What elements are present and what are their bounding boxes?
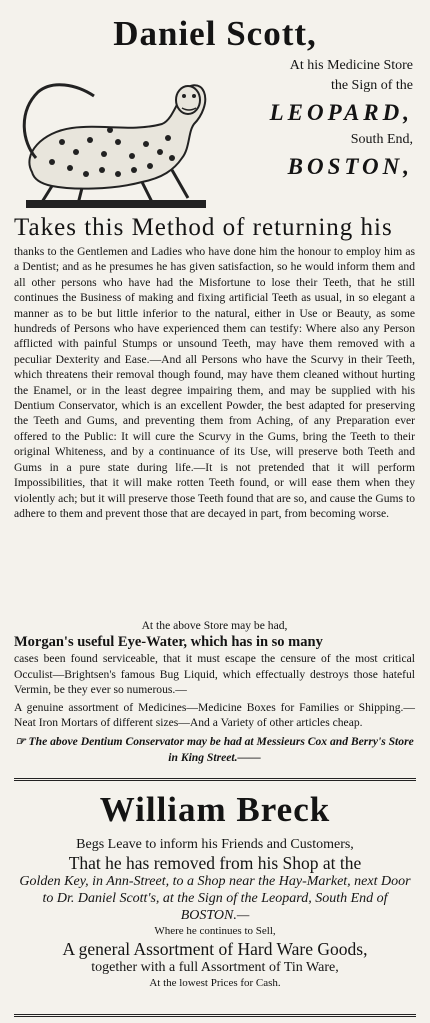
divider-rule — [14, 778, 416, 781]
ad2-line-4: Where he continues to Sell, — [154, 925, 276, 937]
assortment-text: A genuine assortment of Medicines—Medicine Boxes for Families or Shipping.—Neat Iron Mortars of different sizes—And a Variety of other articles cheap. — [14, 700, 415, 730]
sign-line-2: the Sign of the — [330, 78, 413, 93]
sign-line-south-end: South End, — [350, 132, 413, 147]
conservator-note: ☞ The above Dentium Conservator may be had at Messieurs Cox and Berry's Store in King Street.—— — [15, 735, 414, 764]
ad2-line-3: Golden Key, in Ann-Street, to a Shop near the Hay-Market, next Door to Dr. Daniel Scott's, at the Sign of the Leopard, South End of BOSTON.— — [19, 874, 411, 923]
eyewater-body: cases been found serviceable, that it must escape the censure of the most critical Occulist—Brightsen's famous Bug Liquid, which effectually destroys those hateful Vermin, be they ever so numerous.— — [14, 652, 415, 697]
ad2-line-7: At the lowest Prices for Cash. — [149, 977, 281, 989]
sign-line-boston: BOSTON, — [287, 154, 413, 179]
ad2-line-5: A general Assortment of Hard Ware Goods, — [62, 939, 368, 959]
ad1-body-text: thanks to the Gentlemen and Ladies who have done him the honour to employ him as a Dentist; and as he presumes he has given satisfaction, so he would inform them and all other persons who have had the Misfortune to lose their Teeth, that he still continues the Business of making and fixing artificial Teeth as usual, in so elegant a manner as to be but little inferior to the natural, either in Use or Beauty, as some hundreds of Persons who have experienced them can testify: Where also any Person afflicted with painful Stumps or unsound Teeth, may have them removed with a peculiar Dexterity and Ease.—And all Persons who have the Scurvy in their Teeth, which threatens their removal though found, may have them cleaned without hurting the Enamel, or in the least degree impairing them, and may be supplied with his Dentium Conservator, which is an excellent Powder, the best adapted for preserving the Teeth and Gums, and preventing them from Aching, of any Preparation ever offered to the Public: It will cure the Scurvy in the Gums, bring the Teeth to their original Whiteness, and by a continuance of its Use, will preserve both Teeth and Gums in a pure state during life.—It is not pretended that it will perform Impossibilities, that it will make rotten Teeth found, or will ease them when they violently ach; but it will preserve those Teeth found that are so, and cause the Gums to adhere to them and prevent those that are decayed in part, from becoming worse. — [14, 245, 415, 520]
advertiser-name-2: William Breck — [99, 790, 331, 829]
store-sign-block — [208, 56, 413, 184]
bottom-divider-rule — [14, 1014, 416, 1017]
ad1-lead-line: Takes this Method of returning his — [14, 214, 393, 241]
sign-line-leopard: LEOPARD, — [269, 100, 413, 125]
ad2-line-2: That he has removed from his Shop at the — [68, 853, 362, 873]
eyewater-headline: Morgan's useful Eye-Water, which has in so many — [14, 634, 323, 651]
ad2-line-1: Begs Leave to inform his Friends and Customers, — [76, 837, 354, 852]
leopard-woodcut — [12, 62, 212, 212]
store-line: At the above Store may be had, — [141, 619, 288, 632]
ad2-body — [14, 836, 416, 991]
advertiser-name: Daniel Scott, — [113, 14, 317, 53]
ad1-additional-goods — [14, 618, 415, 765]
sign-line-1: At his Medicine Store — [289, 58, 413, 73]
ad2-line-6: together with a full Assortment of Tin Ware, — [91, 960, 339, 975]
